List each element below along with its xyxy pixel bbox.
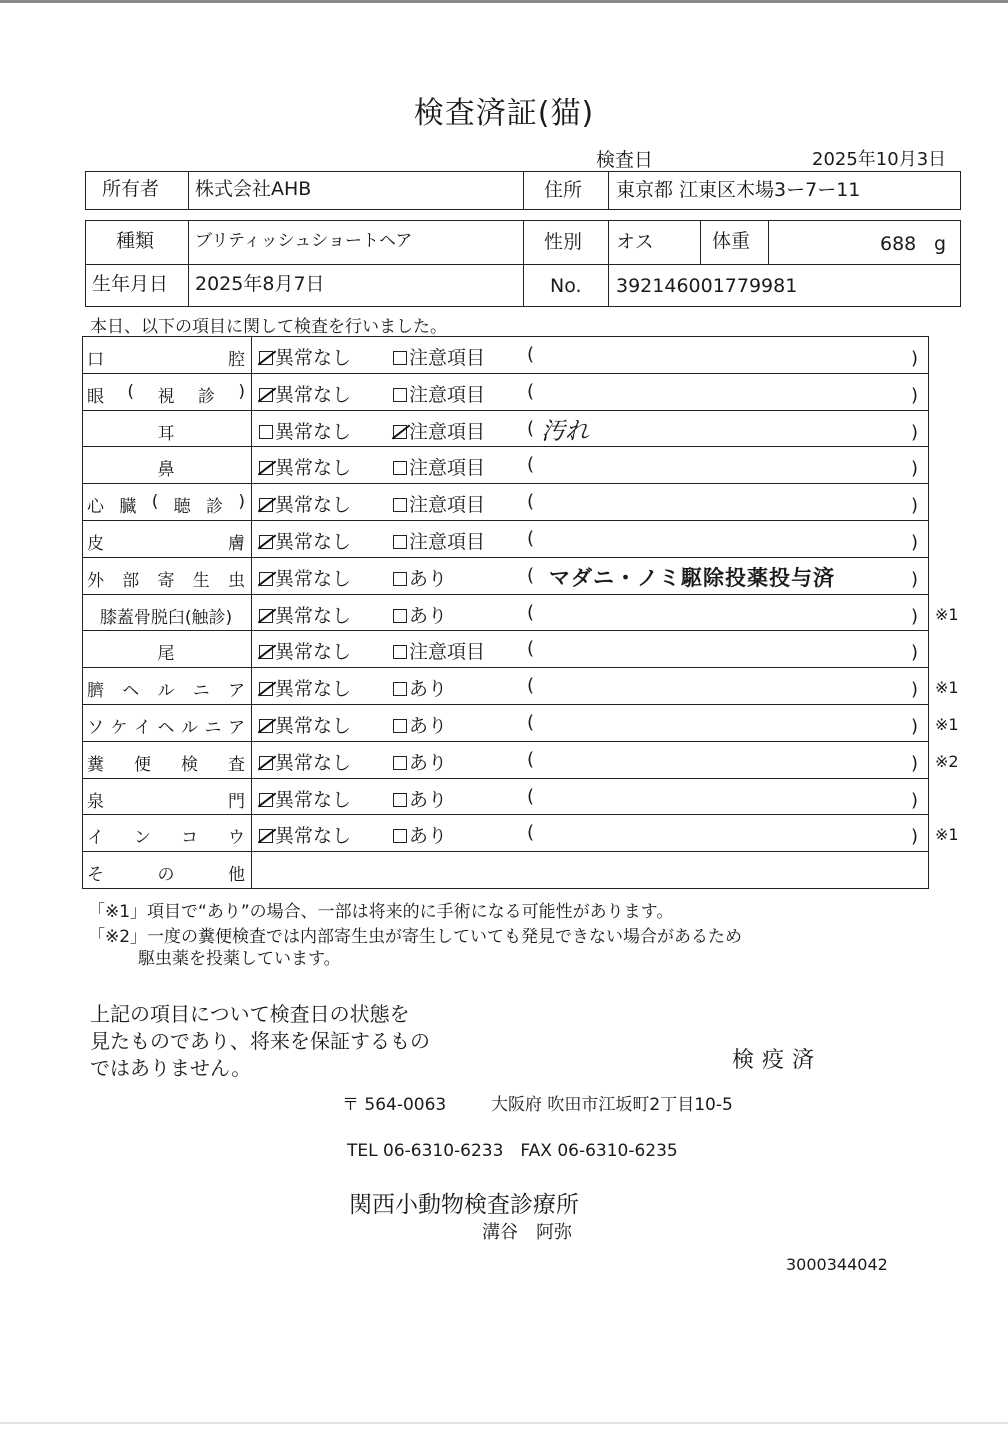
secondary-option xyxy=(393,417,485,444)
table-row xyxy=(83,852,928,889)
secondary-option xyxy=(393,785,447,812)
open-paren: ( xyxy=(527,638,535,660)
checkbox xyxy=(259,719,273,733)
item-name-char: 膝蓋骨脱臼(触診) xyxy=(99,607,233,628)
inspection-date-label: 検査日 xyxy=(596,149,654,171)
secondary-option xyxy=(393,527,485,554)
item-name-char: イ xyxy=(134,718,151,738)
close-paren: ) xyxy=(911,458,919,480)
checkbox xyxy=(393,461,407,475)
normal-label: 異常なし xyxy=(275,788,352,811)
item-name-char: 泉 xyxy=(87,791,104,812)
open-paren: ( xyxy=(527,822,535,844)
quarantine-stamp: 検疫済 xyxy=(732,1048,823,1073)
secondary-option xyxy=(393,711,447,738)
checkbox xyxy=(259,425,273,439)
checkbox xyxy=(393,682,407,696)
close-paren: ) xyxy=(911,384,919,406)
normal-label: 異常なし xyxy=(275,641,352,664)
secondary-label: あり xyxy=(409,567,448,590)
open-paren: ( xyxy=(527,491,535,513)
item-name-char: 臍 xyxy=(87,681,104,702)
inspection-date-value: 2025年10月3日 xyxy=(812,149,947,170)
secondary-label: あり xyxy=(409,715,448,737)
secondary-option xyxy=(393,821,447,848)
table-row xyxy=(83,815,959,852)
item-name xyxy=(87,787,245,812)
open-paren: ( xyxy=(527,748,535,770)
disclaimer-line-3: ではありません。 xyxy=(90,1056,252,1080)
item-name-char: 外 xyxy=(87,570,104,591)
item-name-char: ン xyxy=(134,828,151,849)
secondary-label: 注意項目 xyxy=(409,347,486,369)
item-name-char: 虫 xyxy=(228,570,245,591)
checkbox xyxy=(259,829,273,843)
item-name xyxy=(87,750,245,775)
item-name-char: ヘ xyxy=(122,681,140,702)
table-row xyxy=(83,705,959,742)
item-name xyxy=(87,345,245,370)
dob-label: 生年月日 xyxy=(92,273,169,295)
normal-label: 異常なし xyxy=(275,383,352,406)
close-paren: ) xyxy=(911,752,919,774)
checkbox xyxy=(259,682,273,696)
normal-label: 異常なし xyxy=(275,531,352,553)
item-name xyxy=(87,455,245,480)
dob-value: 2025年8月7日 xyxy=(195,273,325,295)
footnote-2: 「※2」一度の糞便検査では内部寄生虫が寄生していても発見できない場合があるため xyxy=(88,927,743,947)
table-row xyxy=(83,374,928,411)
normal-option xyxy=(259,711,351,738)
no-value: 392146001779981 xyxy=(616,275,798,297)
secondary-label: 注意項目 xyxy=(409,457,486,480)
secondary-label: あり xyxy=(409,678,448,701)
normal-option xyxy=(259,527,351,554)
item-name-char: 心 xyxy=(87,497,104,518)
table-row xyxy=(83,447,928,484)
item-name-char: 他 xyxy=(228,865,245,886)
item-name xyxy=(87,492,245,517)
footnote-mark: ※1 xyxy=(935,825,959,845)
item-name-char: 眼 xyxy=(87,386,104,407)
item-name-char: ヘ xyxy=(157,718,175,738)
table-row xyxy=(83,595,959,632)
item-name-char: ( xyxy=(127,381,135,402)
weight-unit: g xyxy=(934,233,947,255)
clinic-name: 関西小動物検査診療所 xyxy=(349,1192,579,1218)
weight-label: 体重 xyxy=(712,230,751,252)
secondary-option xyxy=(393,564,447,591)
secondary-label: 注意項目 xyxy=(409,383,486,406)
footnote-1: 「※1」項目で“あり”の場合、一部は将来的に手術になる可能性があります。 xyxy=(88,902,674,922)
checkbox xyxy=(393,609,407,623)
secondary-option xyxy=(393,380,485,407)
owner-label: 所有者 xyxy=(102,178,160,200)
checkbox xyxy=(259,572,273,586)
item-name-char: ケ xyxy=(110,718,128,738)
footnote-mark: ※1 xyxy=(935,715,959,734)
normal-label: 異常なし xyxy=(275,567,352,590)
table-row xyxy=(83,411,928,448)
checkbox xyxy=(393,388,407,402)
checkbox xyxy=(393,572,407,586)
disclaimer-line-1: 上記の項目について検査日の状態を xyxy=(90,1002,410,1026)
checkbox xyxy=(259,609,273,623)
checkbox xyxy=(259,461,273,475)
checkbox xyxy=(259,388,273,402)
open-paren: ( xyxy=(527,564,535,586)
checkbox xyxy=(259,645,273,659)
item-name-char: 視 xyxy=(157,386,175,407)
normal-option xyxy=(259,490,351,517)
secondary-option xyxy=(393,490,485,517)
address-label: 住所 xyxy=(544,179,583,201)
item-note: マダニ・ノミ駆除投薬投与済 xyxy=(549,565,835,590)
checkbox xyxy=(259,498,273,512)
normal-option xyxy=(259,380,351,407)
item-name-char: ニ xyxy=(192,681,210,702)
open-paren: ( xyxy=(527,380,535,402)
item-name-char: 尾 xyxy=(157,644,175,665)
open-paren: ( xyxy=(527,712,535,733)
item-name-char: 膚 xyxy=(228,534,245,554)
open-paren: ( xyxy=(527,675,535,697)
item-name-char: そ xyxy=(87,865,104,886)
item-name-char: 臓 xyxy=(119,497,137,518)
open-paren: ( xyxy=(527,785,535,807)
item-name-char: 耳 xyxy=(157,423,175,444)
item-name-char: 糞 xyxy=(87,754,104,775)
footnote-mark: ※1 xyxy=(935,678,959,698)
item-name xyxy=(87,713,245,738)
checkbox xyxy=(393,719,407,733)
document-number: 3000344042 xyxy=(786,1255,888,1274)
secondary-label: 注意項目 xyxy=(409,531,486,553)
checkbox xyxy=(393,535,407,549)
normal-option xyxy=(259,637,351,664)
item-name-char: の xyxy=(157,865,175,886)
checkbox xyxy=(393,351,407,365)
normal-label: 異常なし xyxy=(275,715,352,737)
item-name xyxy=(87,529,245,554)
close-paren: ) xyxy=(911,348,919,369)
item-name xyxy=(87,639,245,664)
table-row xyxy=(83,558,928,595)
owner-value: 株式会社AHB xyxy=(195,178,312,200)
footnote-2-cont: 駆虫薬を投薬しています。 xyxy=(138,949,341,969)
table-row xyxy=(83,779,928,816)
table-row xyxy=(83,484,928,521)
close-paren: ) xyxy=(911,495,919,517)
item-name-char: 査 xyxy=(228,754,245,775)
checkbox xyxy=(259,351,273,365)
open-paren: ( xyxy=(527,417,535,439)
close-paren: ) xyxy=(911,789,919,811)
sex-label: 性別 xyxy=(544,231,583,253)
checkbox xyxy=(393,756,407,770)
veterinarian-name: 溝谷 阿弥 xyxy=(482,1222,572,1243)
item-name-char: ア xyxy=(228,718,245,738)
item-name-char: ニ xyxy=(204,718,222,738)
normal-label: 異常なし xyxy=(275,420,352,443)
item-name xyxy=(87,676,245,701)
normal-option xyxy=(259,821,351,848)
item-name-char: 門 xyxy=(228,791,245,812)
item-name xyxy=(87,382,245,407)
open-paren: ( xyxy=(527,601,535,623)
inspection-table xyxy=(82,336,959,889)
checkbox xyxy=(259,756,273,770)
item-name xyxy=(87,419,245,444)
item-name-char: 検 xyxy=(181,754,198,775)
close-paren: ) xyxy=(911,826,919,848)
normal-option xyxy=(259,601,351,628)
secondary-label: あり xyxy=(409,751,448,774)
normal-option xyxy=(259,748,351,775)
breed-value: ブリティッシュショートヘア xyxy=(195,231,413,251)
close-paren: ) xyxy=(911,679,919,701)
footnote-mark: ※2 xyxy=(935,751,959,771)
normal-label: 異常なし xyxy=(275,347,352,369)
item-name-char: ル xyxy=(181,718,198,738)
secondary-label: 注意項目 xyxy=(409,420,486,443)
close-paren: ) xyxy=(911,605,919,627)
close-paren: ) xyxy=(911,568,919,590)
item-name xyxy=(87,603,245,628)
secondary-option xyxy=(393,748,447,775)
weight-value: 688 xyxy=(880,233,917,255)
item-name-char: 皮 xyxy=(87,534,104,554)
item-note: 汚れ xyxy=(541,416,589,445)
clinic-postal: 〒 564-0063 xyxy=(342,1095,447,1115)
secondary-label: あり xyxy=(409,825,448,848)
item-name-char: 部 xyxy=(122,570,140,591)
address-value: 東京都 江東区木場3ー7ー11 xyxy=(616,179,861,201)
normal-label: 異常なし xyxy=(275,825,352,848)
intro-text: 本日、以下の項目に関して検査を行いました。 xyxy=(90,317,447,337)
table-row xyxy=(83,337,928,374)
table-row xyxy=(83,631,928,668)
no-label: No. xyxy=(550,275,582,297)
item-name-char: ) xyxy=(238,492,245,513)
secondary-label: 注意項目 xyxy=(409,494,486,517)
open-paren: ( xyxy=(527,528,535,549)
table-row xyxy=(83,668,959,705)
checkbox xyxy=(393,645,407,659)
item-name-char: 診 xyxy=(197,386,215,407)
animal-box xyxy=(85,220,961,307)
secondary-option xyxy=(393,343,485,370)
normal-option xyxy=(259,343,351,370)
bottom-scan-edge xyxy=(0,1422,1008,1424)
item-name-char: 聴 xyxy=(173,497,191,518)
item-name-char: イ xyxy=(87,828,104,849)
item-name-char: ソ xyxy=(87,718,104,738)
item-name-char: ル xyxy=(157,681,175,702)
item-name-char: 診 xyxy=(206,497,224,518)
checkbox xyxy=(393,829,407,843)
disclaimer-line-2: 見たものであり、将来を保証するもの xyxy=(90,1029,430,1053)
item-name-char: ( xyxy=(151,492,159,513)
footnote-mark: ※1 xyxy=(935,604,959,624)
normal-label: 異常なし xyxy=(275,457,352,480)
normal-option xyxy=(259,674,351,701)
table-row xyxy=(83,521,928,558)
item-name xyxy=(87,860,245,885)
item-name-char: 鼻 xyxy=(157,460,175,481)
owner-box xyxy=(85,171,961,210)
normal-option xyxy=(259,417,351,444)
close-paren: ) xyxy=(911,421,919,443)
item-name-char: コ xyxy=(181,828,198,849)
top-scan-edge xyxy=(0,0,1008,3)
item-name-char: 腔 xyxy=(228,350,245,370)
close-paren: ) xyxy=(911,716,919,737)
normal-option xyxy=(259,453,351,480)
normal-label: 異常なし xyxy=(275,604,352,627)
normal-label: 異常なし xyxy=(275,494,352,517)
item-name xyxy=(87,566,245,591)
secondary-option xyxy=(393,637,485,664)
item-name-char: 寄 xyxy=(157,570,175,591)
checkbox xyxy=(393,425,407,439)
close-paren: ) xyxy=(911,532,919,553)
sex-value: オス xyxy=(616,231,654,253)
clinic-phone: TEL 06-6310-6233 FAX 06-6310-6235 xyxy=(347,1141,678,1161)
item-name-char: 生 xyxy=(192,570,210,591)
normal-label: 異常なし xyxy=(275,678,352,701)
checkbox xyxy=(259,535,273,549)
item-name-char: ア xyxy=(228,681,245,702)
open-paren: ( xyxy=(527,344,535,365)
document-title: 検査済証(猫) xyxy=(413,96,595,131)
table-row xyxy=(83,742,959,779)
close-paren: ) xyxy=(911,642,919,664)
secondary-label: あり xyxy=(409,604,448,627)
checkbox xyxy=(259,793,273,807)
secondary-option xyxy=(393,601,447,628)
breed-label: 種類 xyxy=(116,230,155,252)
item-name-char: 口 xyxy=(87,350,104,370)
item-name-char: ウ xyxy=(228,828,245,849)
normal-label: 異常なし xyxy=(275,751,352,774)
item-name-char: ) xyxy=(238,381,245,402)
item-name-char: 便 xyxy=(134,754,151,775)
item-name xyxy=(87,823,245,848)
normal-option xyxy=(259,564,351,591)
checkbox xyxy=(393,793,407,807)
secondary-option xyxy=(393,674,447,701)
secondary-label: あり xyxy=(409,788,448,811)
secondary-label: 注意項目 xyxy=(409,641,486,664)
normal-option xyxy=(259,785,351,812)
open-paren: ( xyxy=(527,454,535,476)
secondary-option xyxy=(393,453,485,480)
clinic-address: 大阪府 吹田市江坂町2丁目10-5 xyxy=(491,1095,733,1115)
checkbox xyxy=(393,498,407,512)
